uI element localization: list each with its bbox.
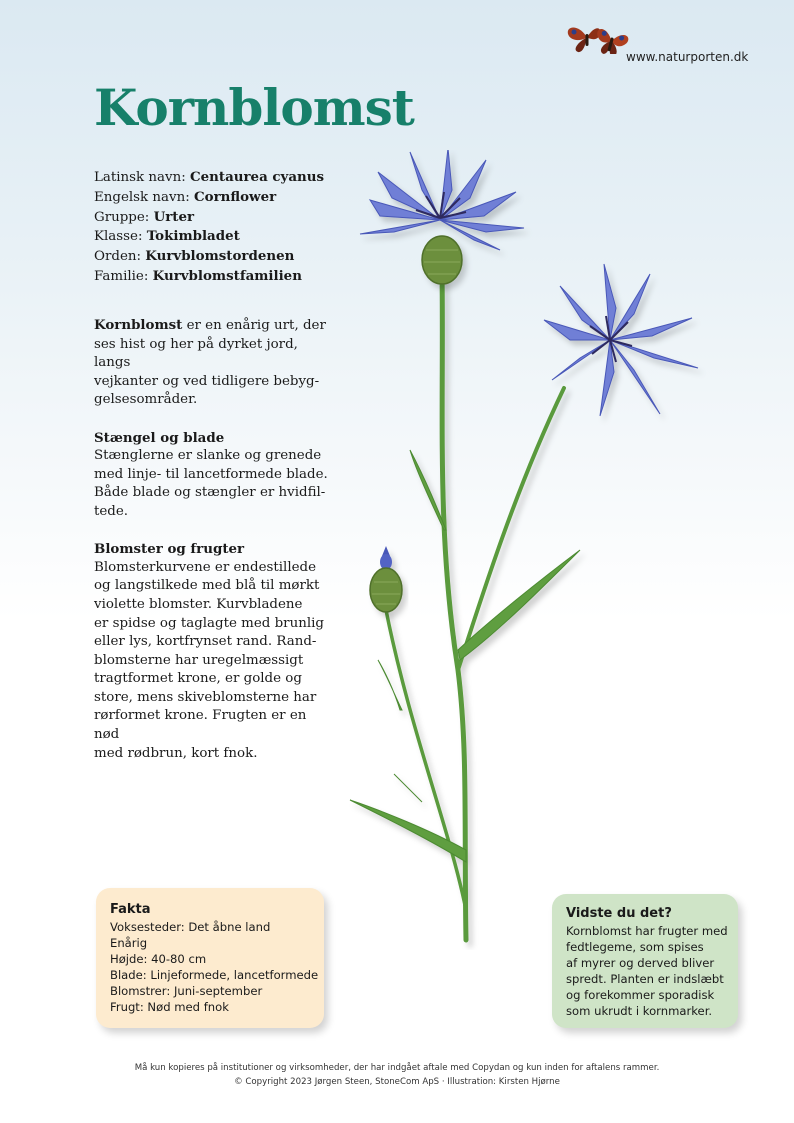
vidste-line: af myrer og derved bliver (566, 956, 715, 970)
flower-paragraph (94, 559, 334, 764)
taxonomy-value: Urter (153, 208, 195, 225)
cornflower-illustration (340, 150, 720, 950)
flower-line: rørformet krone. Frugten er en nød (94, 708, 307, 743)
taxonomy-label: Latinsk navn: (94, 170, 186, 185)
flower-line: violette blomster. Kurvbladene (94, 596, 303, 612)
vidste-line: fedtlegeme, som spises (566, 940, 704, 954)
flower-line: store, mens skiveblomsterne har (94, 689, 317, 705)
site-url[interactable]: www.naturporten.dk (626, 50, 749, 64)
intro-paragraph (94, 316, 334, 410)
flower-line: med rødbrun, kort fnok. (94, 745, 258, 761)
flower-line: og langstilkede med blå til mørkt (94, 578, 320, 594)
taxonomy-value: Centaurea cyanus (189, 169, 325, 185)
flower-line: eller lys, kortfrynset rand. Rand- (94, 634, 317, 650)
intro-line: ses hist og her på dyrket jord, langs (94, 336, 298, 371)
flower-line: er spidse og taglagte med brunlig (94, 615, 324, 631)
taxonomy-value: Tokimbladet (146, 228, 240, 245)
fakta-line: Frugt: Nød med fnok (110, 1000, 229, 1014)
stem-paragraph (94, 447, 334, 521)
footer (0, 1061, 794, 1089)
body-text (94, 316, 334, 782)
stem-line: tede. (94, 503, 129, 519)
stem-line: med linje- til lancetformede blade. (94, 466, 328, 482)
fakta-line: Enårig (110, 936, 148, 950)
stem-line: Både blade og stængler er hvidfil- (94, 485, 326, 501)
intro-line: er en enårig urt, der (182, 318, 326, 333)
taxonomy-value: Kurvblomstordenen (145, 248, 295, 265)
taxonomy-value: Kurvblomstfamilien (152, 267, 302, 284)
taxonomy-label: Familie: (94, 268, 149, 284)
vidste-line: Kornblomst har frugter med (566, 924, 728, 938)
vidste-box (552, 894, 738, 1028)
taxonomy-label: Gruppe: (94, 209, 150, 225)
flower-line: tragtformet krone, er golde og (94, 671, 302, 687)
fakta-box (96, 888, 324, 1028)
vidste-line: som ukrudt i kornmarker. (566, 1004, 713, 1018)
fakta-line: Blade: Linjeformede, lancetformede (110, 968, 319, 982)
vidste-line: spredt. Planten er indslæbt (566, 972, 724, 986)
fakta-line: Højde: 40-80 cm (110, 952, 207, 966)
intro-line: vejkanter og ved tidligere bebyg- (94, 373, 320, 389)
flower-heading: Blomster og frugter (94, 541, 245, 558)
page-title: Kornblomst (94, 78, 414, 137)
taxonomy-label: Klasse: (94, 229, 143, 245)
taxonomy-value: Cornflower (194, 188, 277, 205)
vidste-heading: Vidste du det? (566, 906, 672, 921)
stem-line: Stænglerne er slanke og grenede (94, 448, 322, 464)
flower-line: blomsterne har uregelmæssigt (94, 652, 304, 668)
fakta-line: Voksesteder: Det åbne land (110, 920, 271, 934)
intro-line: gelsesområder. (94, 392, 198, 408)
footer-copyright: © Copyright 2023 Jørgen Steen, StoneCom ApS · Illustration: Kirsten Hjørne (234, 1077, 560, 1087)
stem-heading: Stængel og blade (94, 429, 225, 446)
footer-license: Må kun kopieres på institutioner og virksomheder, der har indgået aftale med Copydan og kun inden for aftalens rammer. (134, 1063, 660, 1073)
intro-name: Kornblomst (94, 317, 183, 333)
fakta-heading: Fakta (110, 902, 151, 917)
taxonomy-label: Engelsk navn: (94, 189, 190, 205)
fakta-line: Blomstrer: Juni-september (110, 984, 263, 998)
vidste-line: og forekommer sporadisk (566, 988, 715, 1002)
flower-line: Blomsterkurvene er endestillede (94, 559, 317, 575)
taxonomy-label: Orden: (94, 249, 142, 265)
butterfly-icon (560, 18, 644, 54)
